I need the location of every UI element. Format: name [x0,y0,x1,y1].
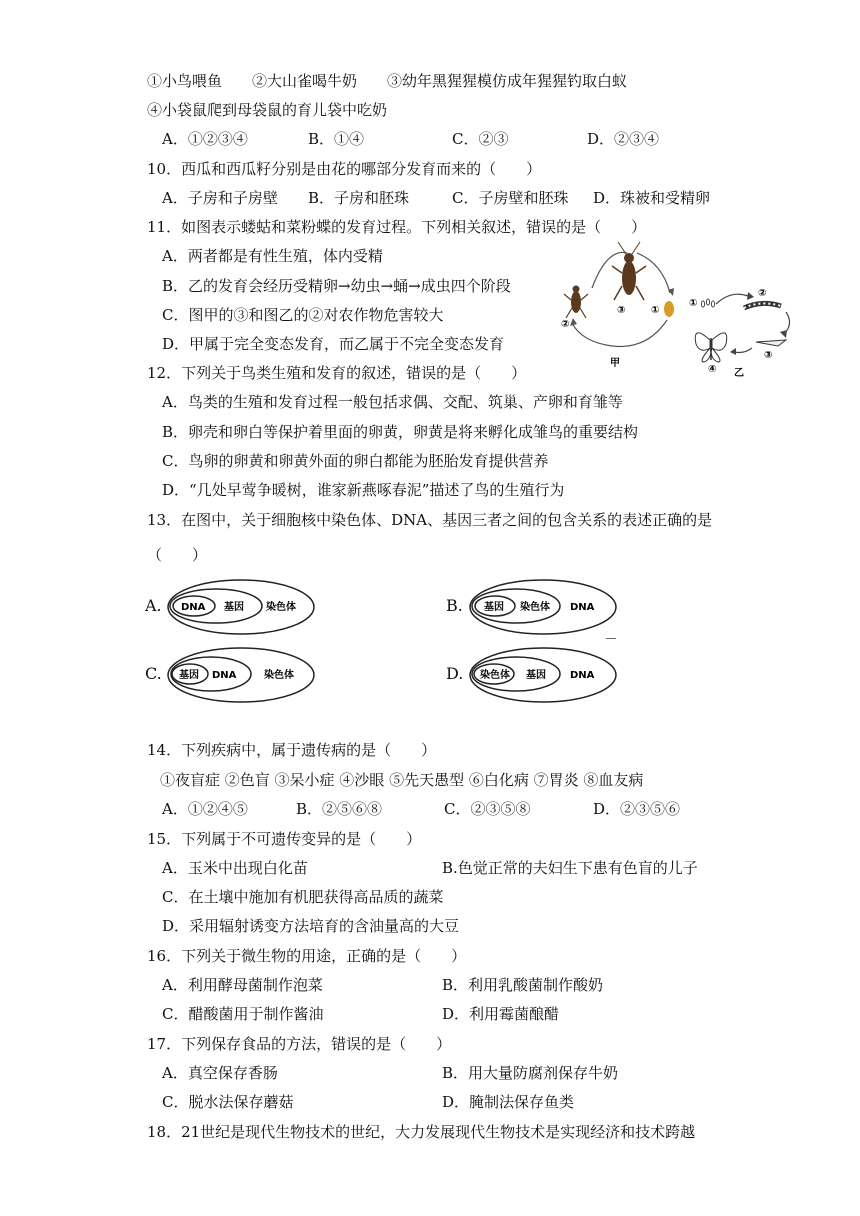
arrow-head [570,318,577,326]
cycle-arrow [572,320,667,346]
q17-option-b: B．用大量防腐剂保存牛奶 [442,1064,619,1082]
egg-icon [664,301,674,317]
q9-option-b: B．①④ [308,130,365,148]
q14-option-c: C．②③⑤⑧ [444,800,531,818]
q16-option-b: B．利用乳酸菌制作酸奶 [442,976,604,994]
yi-num-3: ③ [764,350,773,361]
q17-option-a: A．真空保存香肠 [162,1064,278,1082]
label-jia: 甲 [610,358,620,369]
q14-option-d: D．②③⑤⑥ [593,800,681,818]
q9-items-line1: ①小鸟喂鱼 ②大山雀喝牛奶 ③幼年黑猩猩模仿成年猩猩钓取白蚁 [147,72,628,90]
q10-option-c: C．子房壁和胚珠 [452,189,569,207]
a-middle: 基因 [224,602,244,613]
q12-option-b: B．卵壳和卵白等保护着里面的卵黄，卵黄是将来孵化成雏鸟的重要结构 [162,423,639,441]
q10-option-b: B．子房和胚珠 [308,189,410,207]
adult-cricket-icon [612,242,646,300]
cricket-cycle-diagram [561,242,674,369]
q15-option-c: C．在土壤中施加有机肥获得高品质的蔬菜 [162,888,444,906]
b-inner: 基因 [484,602,504,613]
q9-option-a: A．①②③④ [162,130,248,148]
q17-option-d: D．腌制法保存鱼类 [442,1093,575,1111]
jia-num-3: ③ [617,305,626,316]
q10-option-d: D．珠被和受精卵 [593,189,711,207]
label-yi: 乙 [734,368,744,379]
q13-option-d-letter: D. [446,664,464,683]
pupa-icon [756,340,786,346]
d-outer: DNA [570,670,595,681]
q16-option-d: D．利用霉菌酿醋 [442,1005,560,1023]
yi-num-1: ① [689,298,698,309]
b-middle: 染色体 [520,602,550,613]
q18-stem: 18．21世纪是现代生物技术的世纪，大力发展现代生物技术是实现经济和技术跨越 [147,1123,696,1141]
q11-option-b: B．乙的发育会经历受精卵→幼虫→蛹→成虫四个阶段 [162,277,511,295]
d-inner: 染色体 [480,670,510,681]
c-outer: 染色体 [264,670,294,681]
jia-num-2: ② [561,319,570,330]
q14-items: ①夜盲症 ②色盲 ③呆小症 ④沙眼 ⑤先天愚型 ⑥白化病 ⑦胃炎 ⑧血友病 [160,771,644,789]
q13-stem: 13．在图中，关于细胞核中染色体、DNA、基因三者之间的包含关系的表述正确的是 [147,511,713,529]
q13-option-c-letter: C. [145,664,162,683]
yi-num-4: ④ [708,364,717,375]
q16-option-a: A．利用酵母菌制作泡菜 [162,976,323,994]
q13-option-c-diagram [166,646,316,704]
q11-option-d: D．甲属于完全变态发育，而乙属于不完全变态发育 [162,335,505,353]
stray-mark [606,638,616,639]
q10-stem: 10．西瓜和西瓜籽分别是由花的哪部分发育而来的（ ） [147,160,542,178]
nymph-cricket-icon [564,286,588,319]
q12-option-a: A．鸟类的生殖和发育过程一般包括求偶、交配、筑巢、产卵和育雏等 [162,393,623,411]
caterpillar-icon [744,303,781,308]
c-inner: 基因 [179,670,199,681]
q11-option-c: C．图甲的③和图乙的②对农作物危害较大 [162,306,444,324]
cycle-arrow [592,252,627,288]
q13-paren: （ ） [147,546,208,564]
b-outer: DNA [570,602,595,613]
q11-option-a: A．两者都是有性生殖，体内受精 [162,247,383,265]
q16-stem: 16．下列关于微生物的用途，正确的是（ ） [147,947,467,965]
q13-option-b-letter: B. [446,596,463,615]
q15-stem: 15．下列属于不可遗传变异的是（ ） [147,830,422,848]
q16-option-c: C．醋酸菌用于制作酱油 [162,1005,324,1023]
jia-num-1: ① [651,305,660,316]
c-middle: DNA [212,670,237,681]
q14-option-a: A．①②④⑤ [162,800,248,818]
q13-option-d-diagram [468,646,618,704]
q11-stem: 11．如图表示蝼蛄和菜粉蝶的发育过程。下列相关叙述，错误的是（ ） [147,218,647,236]
q12-option-d: D．“几处早莺争暖树，谁家新燕啄春泥”描述了鸟的生殖行为 [162,481,565,499]
q14-option-b: B．②⑤⑥⑧ [296,800,383,818]
q15-option-d: D．采用辐射诱变方法培育的含油量高的大豆 [162,917,460,935]
q9-option-c: C．②③ [452,130,509,148]
q12-option-c: C．鸟卵的卵黄和卵黄外面的卵白都能为胚胎发育提供营养 [162,452,549,470]
q9-option-d: D．②③④ [587,130,660,148]
q9-items-line2: ④小袋鼠爬到母袋鼠的育儿袋中吃奶 [147,101,388,119]
q14-stem: 14．下列疾病中，属于遗传病的是（ ） [147,741,437,759]
q13-option-a-diagram [166,578,316,636]
q13-option-a-letter: A. [145,596,162,615]
cycle-arrow [637,253,670,293]
yi-num-2-label: ② [758,288,767,299]
butterfly-cycle-figure [686,282,816,382]
a-inner: DNA [181,602,206,613]
d-middle: 基因 [526,670,546,681]
q10-option-a: A．子房和子房壁 [162,189,278,207]
q17-option-c: C．脱水法保存蘑菇 [162,1093,294,1111]
q17-stem: 17．下列保存食品的方法，错误的是（ ） [147,1035,452,1053]
butterfly-icon [695,333,726,362]
a-outer: 染色体 [266,602,296,613]
q15-option-b: B.色觉正常的夫妇生下患有色盲的儿子 [442,859,698,877]
q13-option-b-diagram [468,578,618,636]
q15-option-a: A．玉米中出现白化苗 [162,859,308,877]
q12-stem: 12．下列关于鸟类生殖和发育的叙述，错误的是（ ） [147,364,527,382]
